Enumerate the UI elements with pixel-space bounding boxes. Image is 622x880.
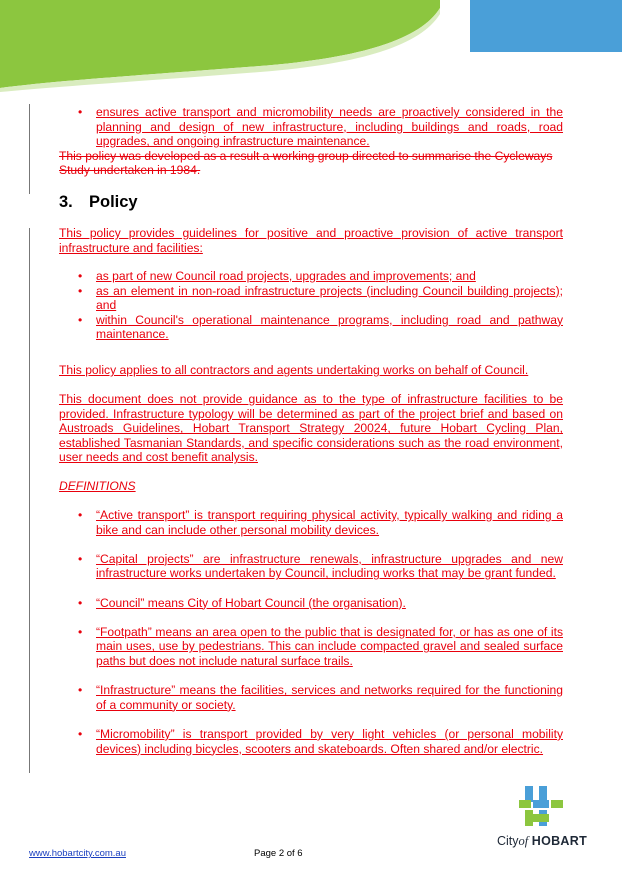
revision-bar (29, 104, 30, 194)
revision-bar (29, 228, 30, 773)
policy-scope-paragraph: This policy applies to all contractors and agents undertaking works on behalf of Council. (59, 363, 529, 377)
section-heading (59, 193, 138, 212)
definition-item: • “Micromobility” is transport provided by very light vehicles (or personal mobility devices) including bicycles, scooters and skateboards. Often shared and/or electric. (78, 726, 563, 756)
definition-item: • “Capital projects” are infrastructure renewals, infrastructure upgrades and new infrastructure works undertaken by Council, including works that may be grant funded. (78, 551, 563, 581)
website-link[interactable]: www.hobartcity.com.au (29, 848, 126, 859)
list-item: • as an element in non-road infrastructure projects (including Council building projects); and (78, 283, 563, 313)
policy-bullet-list (59, 269, 563, 342)
deleted-paragraph: This policy was developed as a result a working group directed to summarise the Cycleways Study undertaken in 1984. (59, 148, 553, 178)
list-item: • within Council's operational maintenance programs, including road and pathway maintenance. (78, 312, 563, 342)
list-item: • as part of new Council road projects, upgrades and improvements; and (78, 269, 476, 283)
section-title: Policy (89, 193, 138, 211)
section-number: 3. (59, 193, 73, 211)
page-number: Page 2 of 6 (254, 848, 303, 859)
definition-item: • “Footpath” means an area open to the public that is designated for, or has as one of its main uses, use by pedestrians. This can include compacted gravel and sealed surface paths but does not include natural surface trails. (78, 624, 563, 668)
policy-guidance-paragraph: This document does not provide guidance as to the type of infrastructure facilities to be provided. Infrastructure typology will be determined as part of the project brief and based on Austroads Guidelines, Hobart Transport Strategy 20024, future Hobart Cycling Plan, established Tasmanian Standards, and specific considerations such as the road environment, user needs and cost benefit analysis. (59, 392, 563, 465)
policy-intro-paragraph: This policy provides guidelines for positive and proactive provision of active transport infrastructure and facilities: (59, 226, 563, 255)
list-item: • ensures active transport and micromobility needs are proactively considered in the planning and design of new infrastructure, including buildings and roads, road upgrades, and ongoing infrastructure maintenance. (78, 105, 563, 149)
header-banner (0, 0, 622, 92)
definition-item: • “Infrastructure” means the facilities, services and networks required for the functioning of a community or society. (78, 683, 563, 712)
definitions-title: DEFINITIONS (59, 479, 136, 493)
intro-bullet-block (59, 105, 563, 178)
definition-item: • “Council” means City of Hobart Council (the organisation). (78, 595, 406, 610)
definitions-list (59, 508, 563, 756)
definition-item: • “Active transport” is transport requiring physical activity, typically walking and riding a bike and can include other personal mobility devices. (78, 508, 563, 537)
logo-wordmark: Cityof HOBART (497, 834, 588, 848)
